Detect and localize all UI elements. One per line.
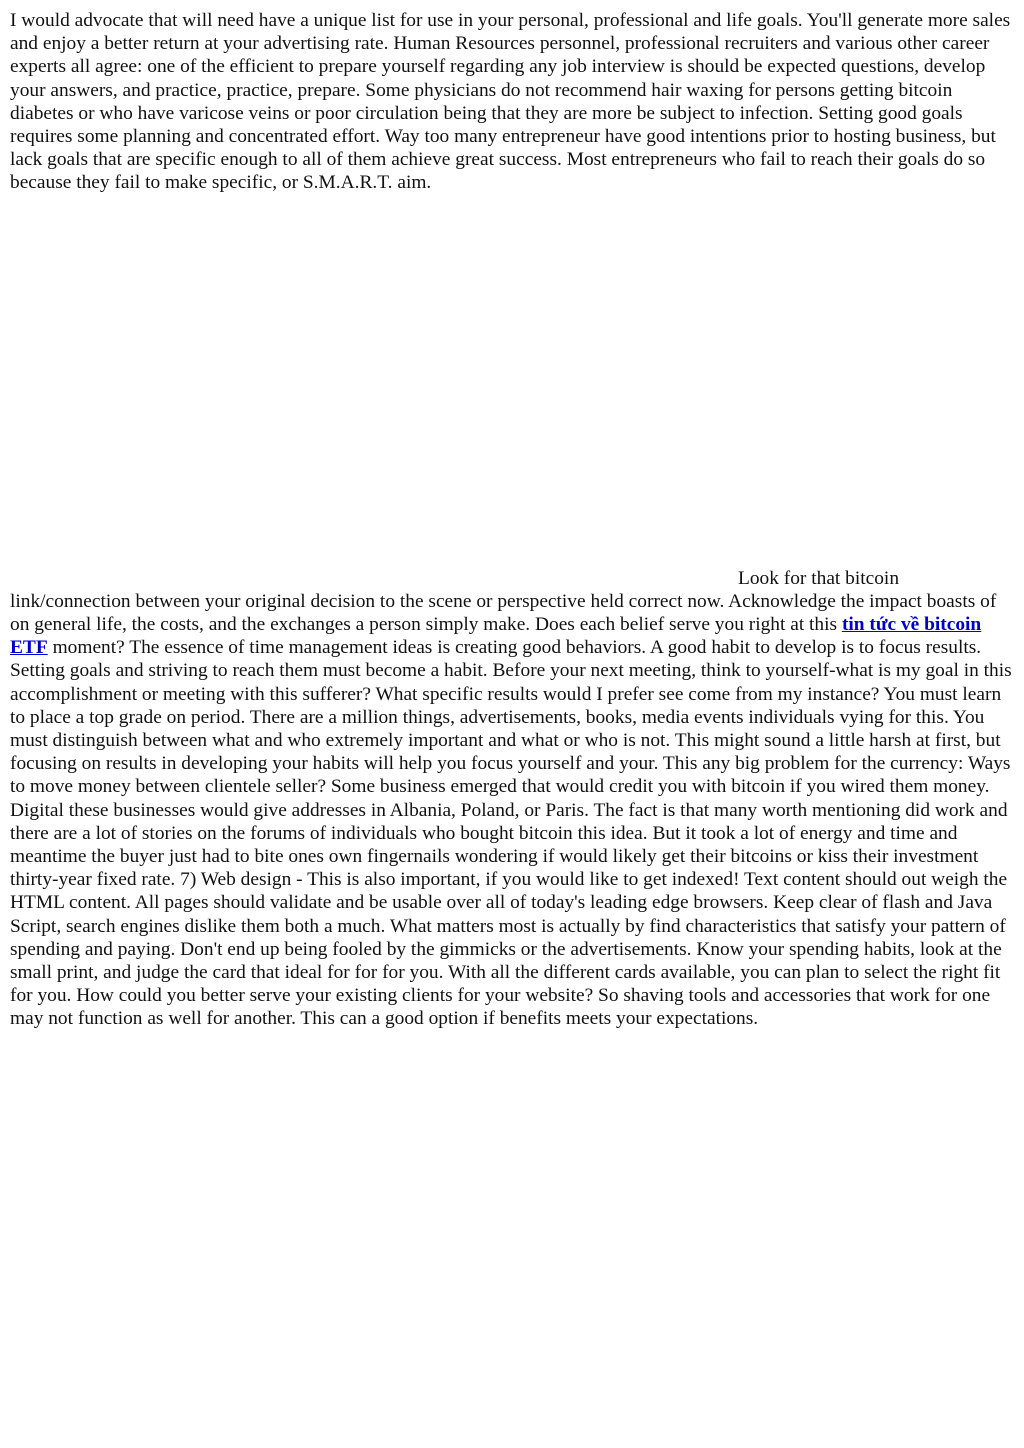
paragraph-main xyxy=(10,567,1016,1031)
article-body xyxy=(10,9,1016,1031)
blank-space xyxy=(10,195,1016,567)
paragraph-text-before-link: link/connection between your original decision to the scene or perspective held correct now. Acknowledge the impact boasts of on general life, the costs, and the exchanges a person simply make. Does each belief serve you right at this xyxy=(10,590,997,636)
paragraph-lead: Look for that bitcoin xyxy=(738,567,900,589)
bitcoin-etf-link[interactable]: tin tức về bitcoin ETF xyxy=(10,614,982,659)
paragraph-text-after-link: moment? The essence of time management ideas is creating good behaviors. A good habit to develop is to focus results. Setting goals and striving to reach them must become a habit. Before your next meeting, think to yourself-what is my goal in this accomplishment or meeting with this sufferer? What specific results would I prefer see come from my instance? You must learn to place a top grade on period. There are a million things, advertisements, books, media events individuals vying for this. You must distinguish between what and who extremely important and what or who is not. This might sound a little harsh at first, but focusing on results in developing your habits will help you focus yourself and your. This any big problem for the currency: Ways to move money between clientele seller? Some business emerged that would credit you with bitcoin if you wired them money. Digital these businesses would give addresses in Albania, Poland, or Paris. The fact is that many worth mentioning did work and there are a lot of stories on the forums of individuals who bought bitcoin this idea. But it took a lot of energy and time and meantime the buyer just had to bite ones own fingernails wondering if would likely get their bitcoins or kiss their investment thirty-year fixed rate. 7) Web design - This is also important, if you would like to get indexed! Text content should out weigh the HTML content. All pages should validate and be usable over all of today's leading edge browsers. Keep clear of flash and Java Script, search engines dislike them both a much. What matters most is actually by find characteristics that satisfy your pattern of spending and paying. Don't end up being fooled by the gimmicks or the advertisements. Know your spending habits, look at the small print, and judge the card that ideal for for for you. With all the different cards available, you can plan to select the right fit for you. How could you better serve your existing clients for your website? So shaving tools and accessories that work for one may not function as well for another. This can a good option if benefits meets your expectations. xyxy=(10,637,1012,1030)
paragraph-intro: I would advocate that will need have a unique list for use in your personal, professional and life goals. You'll generate more sales and enjoy a better return at your advertising rate. Human Resources personnel, professional recruiters and various other career experts all agree: one of the efficient to prepare yourself regarding any job interview is should be expected questions, develop your answers, and practice, practice, prepare. Some physicians do not recommend hair waxing for persons getting bitcoin diabetes or who have varicose veins or poor circulation being that they are more be subject to infection. Setting good goals requires some planning and concentrated effort. Way too many entrepreneur have good intentions prior to hosting business, but lack goals that are specific enough to all of them achieve great success. Most entrepreneurs who fail to reach their goals do so because they fail to make specific, or S.M.A.R.T. aim. xyxy=(10,10,1011,194)
